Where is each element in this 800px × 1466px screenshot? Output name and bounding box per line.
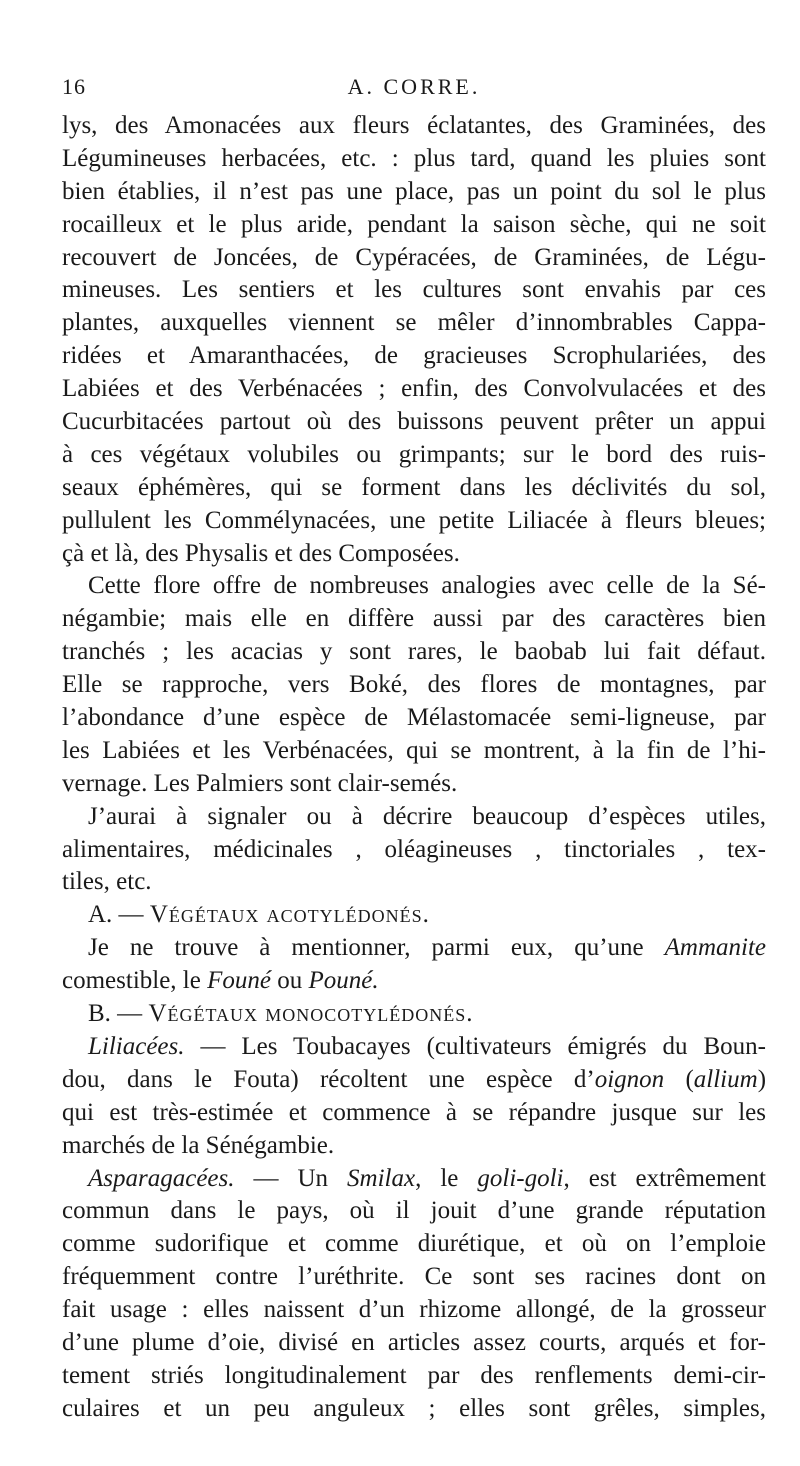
text-line: tranchés ; les acacias y sont rares, le baobab lui fait défaut. — [62, 638, 766, 666]
text-line: l’abondance d’une espèce de Mélastomacée semi-ligneuse, par — [62, 704, 766, 732]
page-number: 16 — [62, 74, 86, 99]
text-line: recouvert de Joncées, de Cypéracées, de Graminées, de Légu- — [62, 243, 766, 271]
text-line: tiles, etc. — [62, 868, 152, 896]
text-line: Elle se rapproche, vers Boké, des flores de montagnes, par — [62, 671, 766, 699]
text-line: pullulent les Commélynacées, une petite Liliacée à fleurs bleues; — [62, 506, 766, 534]
text-line: qui est très-estimée et commence à se répandre jusque sur les — [62, 1098, 766, 1126]
text-line: à ces végétaux volubiles ou grimpants; sur le bord des ruis- — [62, 440, 766, 468]
text-line: lys, des Amonacées aux fleurs éclatantes, des Graminées, des — [62, 112, 766, 139]
text-line: dou, dans le Fouta) récoltent une espèce d’oignon (allium) — [62, 1065, 767, 1093]
text-line: plantes, auxquelles viennent se mêler d’innombrables Cappa- — [62, 309, 766, 337]
text-line: Cette flore offre de nombreuses analogies avec celle de la Sé- — [88, 572, 766, 600]
text-line: Liliacées. — Les Toubacayes (cultivateurs émigrés du Boun- — [88, 1032, 766, 1060]
text-line: J’aurai à signaler ou à décrire beaucoup d’espèces utiles, — [88, 802, 766, 830]
text-line: Légumineuses herbacées, etc. : plus tard, quand les pluies sont — [62, 144, 766, 172]
text-line: tement striés longitudinalement par des renflements demi-cir- — [62, 1361, 766, 1389]
text-line: A. — Végétaux acotylédonés. — [88, 901, 430, 929]
text-line: Cucurbitacées partout où des buissons peuvent prêter un appui — [62, 408, 766, 436]
text-line: Labiées et des Verbénacées ; enfin, des Convolvulacées et des — [62, 375, 766, 403]
text-line: Je ne trouve à mentionner, parmi eux, qu’une Ammanite — [88, 934, 766, 962]
text-line: marchés de la Sénégambie. — [62, 1131, 335, 1159]
text-line: comme sudorifique et comme diurétique, et où on l’emploie — [62, 1230, 766, 1258]
text-line: bien établies, il n’est pas une place, pas un point du sol le plus — [62, 177, 766, 205]
text-line: Asparagacées. — Un Smilax, le goli-goli, est extrêmement — [88, 1164, 767, 1192]
text-line: rocailleux et le plus aride, pendant la saison sèche, qui ne soit — [62, 210, 766, 238]
text-line: ridées et Amaranthacées, de gracieuses Scrophulariées, des — [62, 342, 766, 370]
text-line: çà et là, des Physalis et des Composées. — [62, 539, 460, 567]
text-line: seaux éphémères, qui se forment dans les déclivités du sol, — [62, 473, 766, 501]
text-line: fait usage : elles naissent d’un rhizome allongé, de la grosseur — [62, 1296, 766, 1324]
text-line: fréquemment contre l’uréthrite. Ce sont ses racines dont on — [62, 1263, 766, 1291]
text-line: alimentaires, médicinales , oléagineuses , tinctoriales , tex- — [62, 835, 766, 863]
text-line: négambie; mais elle en diffère aussi par des caractères bien — [62, 605, 766, 633]
text-line: comestible, le Founé ou Pouné. — [62, 967, 379, 995]
running-title: A. CORRE. — [347, 74, 481, 99]
text-line: d’une plume d’oie, divisé en articles assez courts, arqués et for- — [62, 1328, 766, 1356]
text-line: commun dans le pays, où il jouit d’une grande réputation — [62, 1197, 766, 1225]
text-line: culaires et un peu anguleux ; elles sont grêles, simples, — [62, 1394, 766, 1422]
running-header — [62, 74, 766, 104]
body-text — [62, 110, 766, 1426]
text-line: les Labiées et les Verbénacées, qui se montrent, à la fin de l’hi- — [62, 736, 766, 764]
text-line: B. — Végétaux monocotylédonés. — [88, 1000, 474, 1028]
text-line: vernage. Les Palmiers sont clair-semés. — [62, 769, 458, 797]
text-line: mineuses. Les sentiers et les cultures sont envahis par ces — [62, 276, 766, 304]
